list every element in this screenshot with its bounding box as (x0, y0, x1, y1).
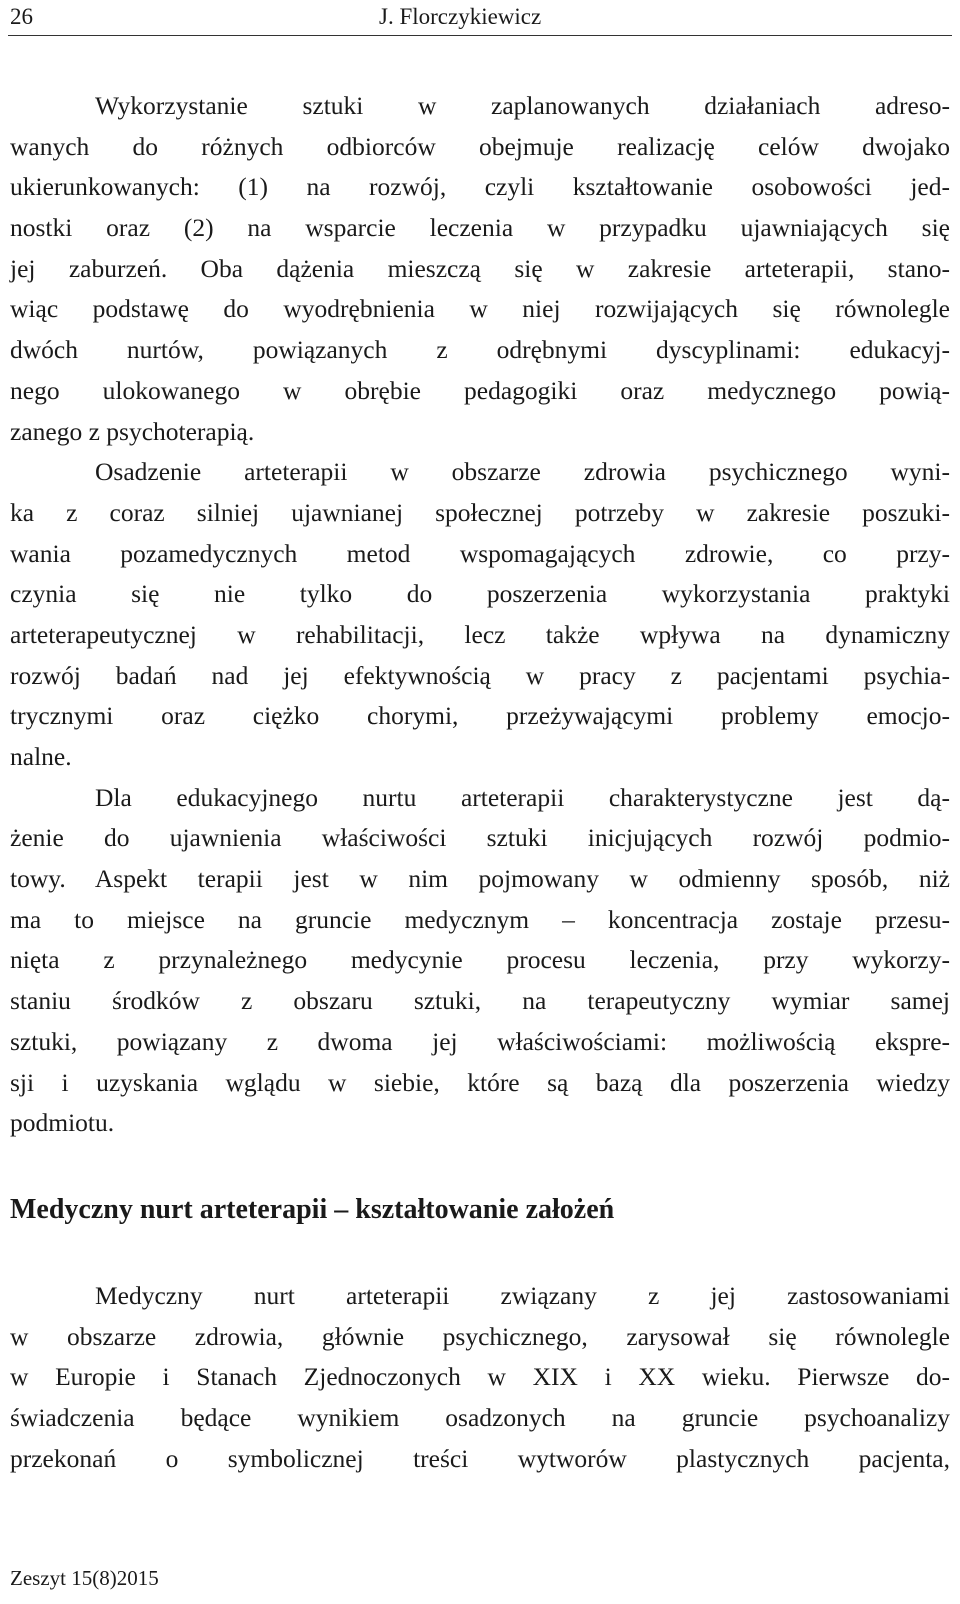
text-line: w Europie i Stanach Zjednoczonych w XIX i XX wieku. Pierwsze do- (10, 1362, 950, 1392)
text-line: staniu środków z obszaru sztuki, na terapeutyczny wymiar samej (10, 986, 950, 1016)
text-line: trycznymi oraz ciężko chorymi, przeżywającymi problemy emocjo- (10, 701, 950, 731)
text-line: arteterapeutycznej w rehabilitacji, lecz także wpływa na dynamiczny (10, 619, 950, 649)
section-heading: Medyczny nurt arteterapii – kształtowanie założeń (10, 1194, 615, 1225)
text-line: nięta z przynależnego medycynie procesu leczenia, przy wykorzy- (10, 945, 950, 975)
text-line: sji i uzyskania wglądu w siebie, które są bazą dla poszerzenia wiedzy (10, 1067, 950, 1097)
text-line: Medyczny nurt arteterapii związany z jej zastosowaniami (95, 1281, 950, 1310)
text-line: wiąc podstawę do wyodrębnienia w niej rozwijających się równolegle (10, 294, 950, 324)
text-line: sztuki, powiązany z dwoma jej właściwościami: możliwością ekspre- (10, 1026, 950, 1056)
paragraph-2 (10, 452, 950, 778)
page-number: 26 (10, 4, 33, 29)
text-line: przekonań o symbolicznej treści wytworów plastycznych pacjenta, (10, 1443, 950, 1473)
text-line: Wykorzystanie sztuki w zaplanowanych działaniach adreso- (95, 91, 950, 120)
running-head (8, 0, 952, 36)
text-line: świadczenia będące wynikiem osadzonych na gruncie psychoanalizy (10, 1403, 950, 1433)
text-line: nego ulokowanego w obrębie pedagogiki oraz medycznego powią- (10, 375, 950, 405)
paragraph-1 (10, 86, 950, 452)
text-line: ka z coraz silniej ujawnianej społecznej potrzeby w zakresie poszuki- (10, 497, 950, 527)
text-line: Osadzenie arteterapii w obszarze zdrowia psychicznego wyni- (95, 457, 950, 487)
issue-footer: Zeszyt 15(8)2015 (10, 1566, 159, 1590)
paragraph-3 (10, 778, 950, 1144)
header-rule (8, 35, 952, 36)
text-line: czynia się nie tylko do poszerzenia wykorzystania praktyki (10, 579, 950, 609)
text-line: wanych do różnych odbiorców obejmuje realizację celów dwojako (10, 131, 950, 161)
body-text-continued (10, 1276, 950, 1479)
text-line: wania pozamedycznych metod wspomagających zdrowie, co przy- (10, 538, 950, 568)
text-line: ma to miejsce na gruncie medycznym – koncentracja zostaje przesu- (10, 904, 950, 934)
text-line: ukierunkowanych: (1) na rozwój, czyli kształtowanie osobowości jed- (10, 172, 950, 202)
text-line: podmiotu. (10, 1108, 115, 1138)
text-line: rozwój badań nad jej efektywnością w pracy z pacjentami psychia- (10, 660, 950, 690)
text-line: nalne. (10, 742, 72, 771)
text-line: dwóch nurtów, powiązanych z odrębnymi dyscyplinami: edukacyj- (10, 335, 950, 365)
body-text (10, 86, 950, 1144)
text-line: Dla edukacyjnego nurtu arteterapii charakterystyczne jest dą- (95, 782, 950, 812)
text-line: jej zaburzeń. Oba dążenia mieszczą się w zakresie arteterapii, stano- (10, 253, 950, 283)
text-line: nostki oraz (2) na wsparcie leczenia w przypadku ujawniających się (10, 213, 950, 243)
text-line: zanego z psychoterapią. (10, 416, 255, 446)
running-head-author: J. Florczykiewicz (379, 4, 542, 29)
paragraph-4 (10, 1276, 950, 1479)
text-line: w obszarze zdrowia, głównie psychicznego, zarysował się równolegle (10, 1321, 950, 1351)
text-line: towy. Aspekt terapii jest w nim pojmowany w odmienny sposób, niż (10, 864, 950, 894)
text-line: żenie do ujawnienia właściwości sztuki inicjujących rozwój podmio- (10, 823, 950, 853)
